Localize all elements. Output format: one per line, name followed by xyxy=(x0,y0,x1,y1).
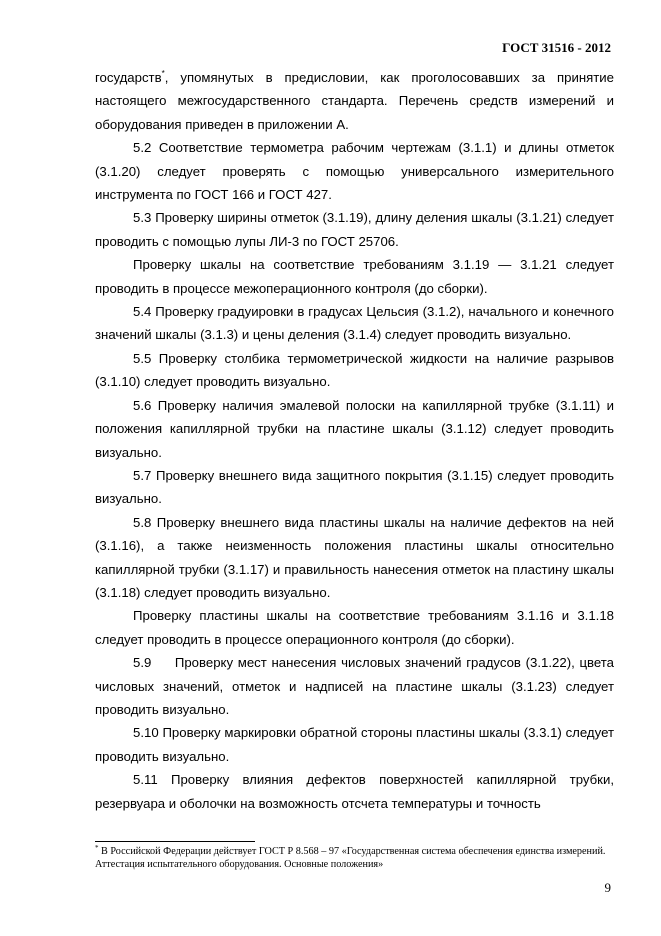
footnote-mark: * xyxy=(95,844,99,852)
paragraph-5-11: 5.11 Проверку влияния дефектов поверхностей капиллярной трубки, резервуара и оболочки на возможность отсчета температуры и точность xyxy=(95,772,614,811)
footnote-text: В Российской Федерации действует ГОСТ Р 8.568 – 97 «Государственная система обеспечения единства измерений. Аттестация испытательного оборудования. Основные положения» xyxy=(95,846,606,870)
document-header: ГОСТ 31516 - 2012 xyxy=(502,40,611,55)
paragraph-5-10: 5.10 Проверку маркировки обратной стороны пластины шкалы (3.3.1) следует проводить визуально. xyxy=(95,725,614,764)
paragraph-5-5: 5.5 Проверку столбика термометрической жидкости на наличие разрывов (3.1.10) следует проводить визуально. xyxy=(95,350,614,390)
paragraph-5-8: 5.8 Проверку внешнего вида пластины шкалы на наличие дефектов на ней (3.1.16), а также неизменность положения пластины шкалы относительно капиллярной трубки (3.1.17) и правильность нанесения отметок на пластину шкалы (3.1.18) следует проводить визуально. xyxy=(95,514,614,600)
body-text xyxy=(95,66,618,815)
paragraph-5-4: 5.4 Проверку градуировки в градусах Цельсия (3.1.2), начального и конечного значений шкалы (3.1.3) и цены деления (3.1.4) следует проводить визуально. xyxy=(95,304,614,343)
footnote-divider xyxy=(95,841,255,842)
footnote-mark: * xyxy=(161,69,165,78)
paragraph-5-6: 5.6 Проверку наличия эмалевой полоски на капиллярной трубке (3.1.11) и положения капиллярной трубки на пластине шкалы (3.1.12) следует проводить визуально. xyxy=(95,397,614,460)
paragraph-continuation: государств*, упомянутых в предисловии, как проголосовавших за принятие настоящего межгосударственного стандарта. Перечень средств измерений и оборудования приведен в приложении А. xyxy=(95,69,614,132)
paragraph-5-3: 5.3 Проверку ширины отметок (3.1.19), длину деления шкалы (3.1.21) следует проводить с помощью лупы ЛИ-3 по ГОСТ 25706. xyxy=(95,210,614,249)
paragraph-5-3-note: Проверку шкалы на соответствие требованиям 3.1.19 — 3.1.21 следует проводить в процессе межоперационного контроля (до сборки). xyxy=(95,257,614,296)
page-number: 9 xyxy=(604,880,611,895)
paragraph-5-2: 5.2 Соответствие термометра рабочим чертежам (3.1.1) и длины отметок (3.1.20) следует проверять с помощью универсального измерительного инструмента по ГОСТ 166 и ГОСТ 427. xyxy=(95,140,614,203)
paragraph-5-7: 5.7 Проверку внешнего вида защитного покрытия (3.1.15) следует проводить визуально. xyxy=(95,467,614,507)
footnote xyxy=(95,845,614,871)
paragraph-5-8-note: Проверку пластины шкалы на соответствие требованиям 3.1.16 и 3.1.18 следует проводить в процессе операционного контроля (до сборки). xyxy=(95,608,614,647)
paragraph-5-9: 5.9 Проверку мест нанесения числовых значений градусов (3.1.22), цвета числовых значений, отметок и надписей на пластине шкалы (3.1.23) следует проводить визуально. xyxy=(95,655,618,717)
